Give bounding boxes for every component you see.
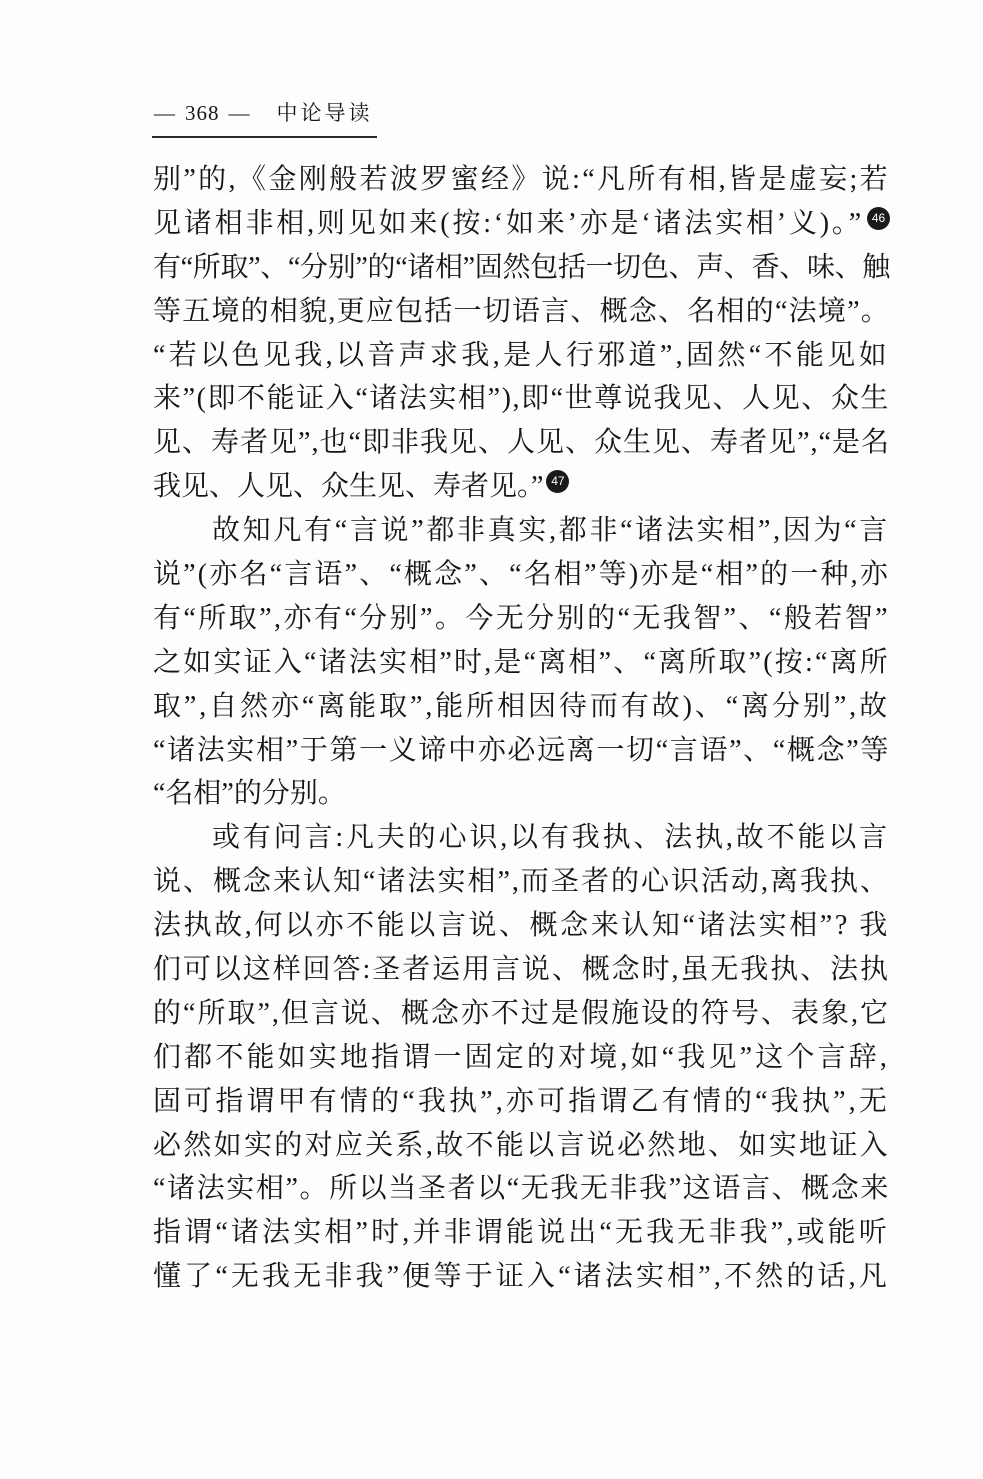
text-line [153,597,890,641]
text-line-content: 们都不能如实地指谓一固定的对境,如“我见”这个言辞, [153,1041,890,1073]
text-line [153,729,890,773]
text-line-content: 故知凡有“言说”都非真实,都非“诸法实相”,因为“言 [212,515,890,547]
text-line-content: 等五境的相貌,更应包括一切语言、概念、名相的“法境”。 [153,295,890,327]
text-line [153,421,890,465]
text-line-content: 的“所取”,但言说、概念亦不过是假施设的符号、表象,它 [153,997,890,1029]
footnote-ref-marker: 47 [546,470,569,493]
text-line [153,158,890,202]
text-line [153,860,890,904]
text-line [153,1080,890,1124]
footnote-ref-marker: 46 [867,207,890,230]
text-line [153,290,890,334]
text-line-content: 法执故,何以亦不能以言说、概念来认知“诸法实相”? 我 [153,910,890,942]
text-line-content: “诸法实相”。所以当圣者以“无我无非我”这语言、概念来 [153,1173,890,1205]
header-dash-right: — [228,101,251,125]
text-line [153,509,890,553]
page-header [152,97,377,138]
text-line [153,202,890,246]
text-line-content: 说”(亦名“言语”、“概念”、“名相”等)亦是“相”的一种,亦 [153,559,890,591]
text-line-content: 见、寿者见”,也“即非我见、人见、众生见、寿者见”,“是名 [153,427,890,459]
text-line-content: 说、概念来认知“诸法实相”,而圣者的心识活动,离我执、 [153,866,890,898]
text-line [153,816,890,860]
text-line-content: “名相”的分别。 [153,778,346,810]
text-line [153,1255,890,1299]
text-line-content: 必然如实的对应关系,故不能以言说必然地、如实地证入 [153,1129,890,1161]
text-line-content: 来”(即不能证入“诸法实相”),即“世尊说我见、人见、众生 [153,383,890,415]
text-line-content: 固可指谓甲有情的“我执”,亦可指谓乙有情的“我执”,无 [153,1085,890,1117]
text-line-content: 我见、人见、众生见、寿者见。” [153,471,544,503]
text-line [153,992,890,1036]
text-line-content: 之如实证入“诸法实相”时,是“离相”、“离所取”(按:“离所 [153,646,890,678]
text-line-content: “若以色见我,以音声求我,是人行邪道”,固然“不能见如 [153,339,890,371]
text-line [153,772,890,816]
text-line-content: 见诸相非相,则见如来(按:‘如来’亦是‘诸法实相’义)。” [153,207,864,239]
header-dash-left: — [154,101,176,125]
text-line-content: 别”的,《金刚般若波罗蜜经》说:“凡所有相,皆是虚妄;若 [153,164,890,195]
text-line [153,334,890,378]
text-line [153,553,890,597]
text-line [153,685,890,729]
text-line-content: 有“所取”、“分别”的“诸相”固然包括一切色、声、香、味、触 [153,251,890,283]
text-line-content: 懂了“无我无非我”便等于证入“诸法实相”,不然的话,凡 [153,1261,890,1293]
text-line-content: 指谓“诸法实相”时,并非谓能说出“无我无非我”,或能听 [153,1217,890,1249]
text-line-content: 们可以这样回答:圣者运用言说、概念时,虽无我执、法执 [153,954,890,986]
text-line [153,1036,890,1080]
text-line [153,1167,890,1211]
text-line [153,948,890,992]
text-line [153,904,890,948]
text-line [153,465,890,509]
text-line [153,641,890,685]
page-number: 368 [185,101,220,125]
text-line [153,246,890,290]
text-line [153,377,890,421]
body-text-block [153,158,890,1299]
text-line-content: 或有问言:凡夫的心识,以有我执、法执,故不能以言 [212,822,890,854]
text-line [153,1211,890,1255]
text-line-content: “诸法实相”于第一义谛中亦必远离一切“言语”、“概念”等 [153,734,890,766]
text-line-content: 取”,自然亦“离能取”,能所相因待而有故)、“离分别”,故 [153,690,890,722]
book-title: 中论导读 [276,101,373,125]
text-line-content: 有“所取”,亦有“分别”。今无分别的“无我智”、“般若智” [153,602,890,634]
text-line [153,1124,890,1168]
